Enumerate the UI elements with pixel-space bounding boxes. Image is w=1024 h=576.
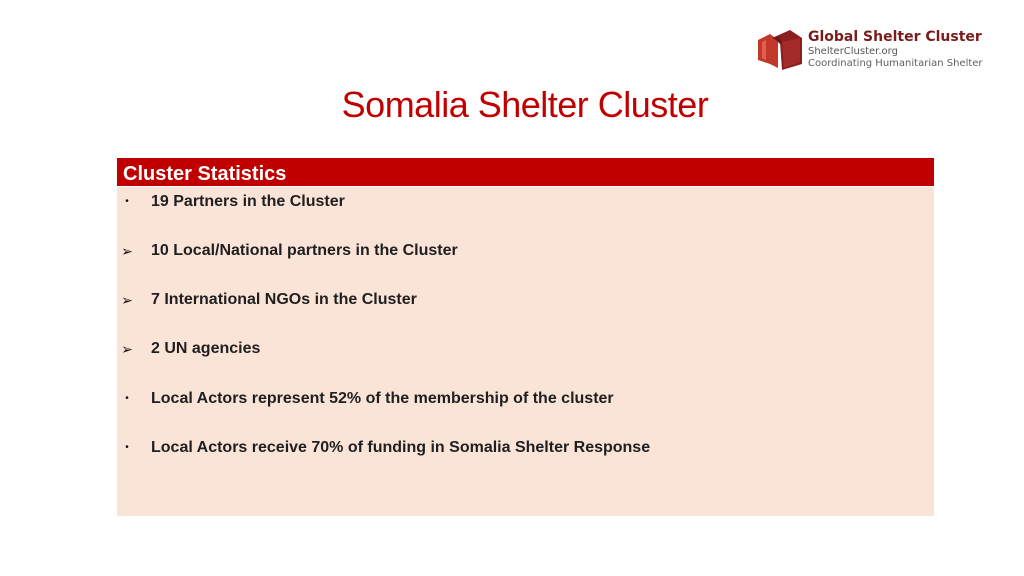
bullet-dot-icon: • — [125, 442, 129, 453]
bullet-dot-icon: • — [125, 196, 129, 207]
logo-tagline: Coordinating Humanitarian Shelter — [808, 58, 983, 69]
list-item-text: 7 International NGOs in the Cluster — [151, 291, 417, 308]
panel-header: Cluster Statistics — [117, 158, 934, 187]
logo-title: Global Shelter Cluster — [808, 29, 982, 45]
list-item-text: 10 Local/National partners in the Cluster — [151, 242, 458, 259]
list-item-text: Local Actors represent 52% of the membership of the cluster — [151, 390, 614, 407]
arrow-bullet-icon: ➢ — [121, 292, 133, 308]
list-item-text: 19 Partners in the Cluster — [151, 193, 345, 210]
list-item-text: 2 UN agencies — [151, 340, 261, 357]
arrow-bullet-icon: ➢ — [121, 341, 133, 357]
list-item-text: Local Actors receive 70% of funding in Somalia Shelter Response — [151, 439, 651, 456]
hands-house-icon — [756, 30, 802, 70]
page-title: Somalia Shelter Cluster — [341, 84, 709, 125]
list-item — [117, 387, 897, 411]
list-item — [117, 436, 897, 460]
arrow-bullet-icon: ➢ — [121, 243, 133, 259]
global-shelter-cluster-logo — [756, 28, 996, 72]
list-item — [117, 288, 897, 312]
list-item — [117, 239, 897, 263]
logo-site: ShelterCluster.org — [808, 46, 898, 57]
cluster-statistics-panel — [117, 158, 934, 516]
list-item — [117, 337, 897, 361]
bullet-dot-icon: • — [125, 393, 129, 404]
list-item — [117, 190, 897, 214]
